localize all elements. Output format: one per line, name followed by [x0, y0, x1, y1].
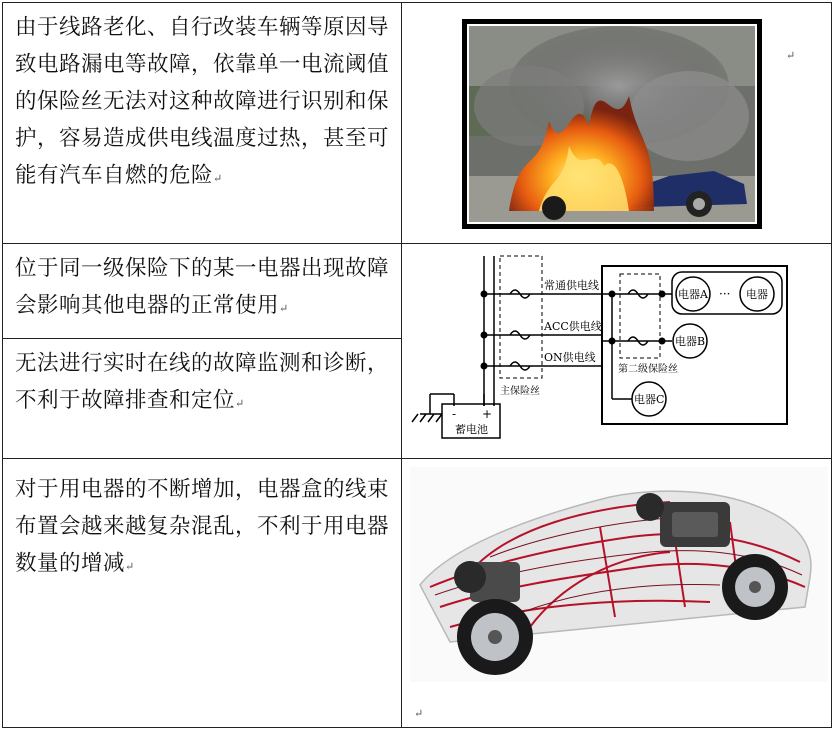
main-fuse-label: 主保险丝	[500, 386, 540, 397]
row3-text-cell	[3, 339, 402, 459]
device-a-label: 电器A	[678, 288, 708, 301]
row2-diagram-cell	[402, 244, 832, 459]
row4-image-cell	[402, 459, 832, 728]
car-wiring-harness-illustration	[410, 467, 828, 682]
row2-text-cell	[3, 244, 402, 339]
battery-label: 蓄电池	[455, 423, 488, 436]
row3-text: 无法进行实时在线的故障监测和诊断，不利于故障排查和定位	[15, 351, 390, 413]
paragraph-mark: ↵	[414, 707, 424, 720]
second-fuse-label: 第二级保险丝	[618, 364, 678, 375]
battery-minus: -	[452, 407, 457, 421]
paragraph-mark: ↵	[279, 302, 289, 315]
device-label: 电器	[746, 288, 768, 301]
car-fire-photo	[462, 19, 762, 229]
device-b-label: 电器B	[675, 335, 706, 348]
row4-text-cell	[3, 459, 402, 728]
paragraph-mark: ↵	[213, 172, 223, 185]
row1-image-cell	[402, 3, 832, 244]
paragraph-mark: ↵	[786, 49, 796, 62]
dots-label: ···	[719, 287, 731, 301]
row1-text: 由于线路老化、自行改装车辆等原因导致电路漏电等故障，依靠单一电流阈值的保险丝无法对这种故障进行识别和保护，容易造成供电线温度过热，甚至可能有汽车自燃的危险	[15, 15, 390, 188]
row2-text: 位于同一级保险下的某一电器出现故障会影响其他电器的正常使用	[15, 256, 390, 318]
car-fire-illustration	[469, 26, 755, 222]
device-c-label: 电器C	[634, 393, 665, 406]
row1-text-cell	[3, 3, 402, 244]
document-table	[2, 2, 832, 728]
paragraph-mark: ↵	[125, 560, 135, 573]
line3-label: ON供电线	[544, 351, 596, 364]
line2-label: ACC供电线	[544, 320, 602, 333]
battery-plus: +	[482, 407, 493, 421]
line1-label: 常通供电线	[544, 279, 599, 292]
fuse-circuit-diagram	[402, 244, 832, 459]
row4-text: 对于用电器的不断增加，电器盒的线束布置会越来越复杂混乱，不利于用电器数量的增减	[15, 477, 390, 576]
paragraph-mark: ↵	[235, 397, 245, 410]
